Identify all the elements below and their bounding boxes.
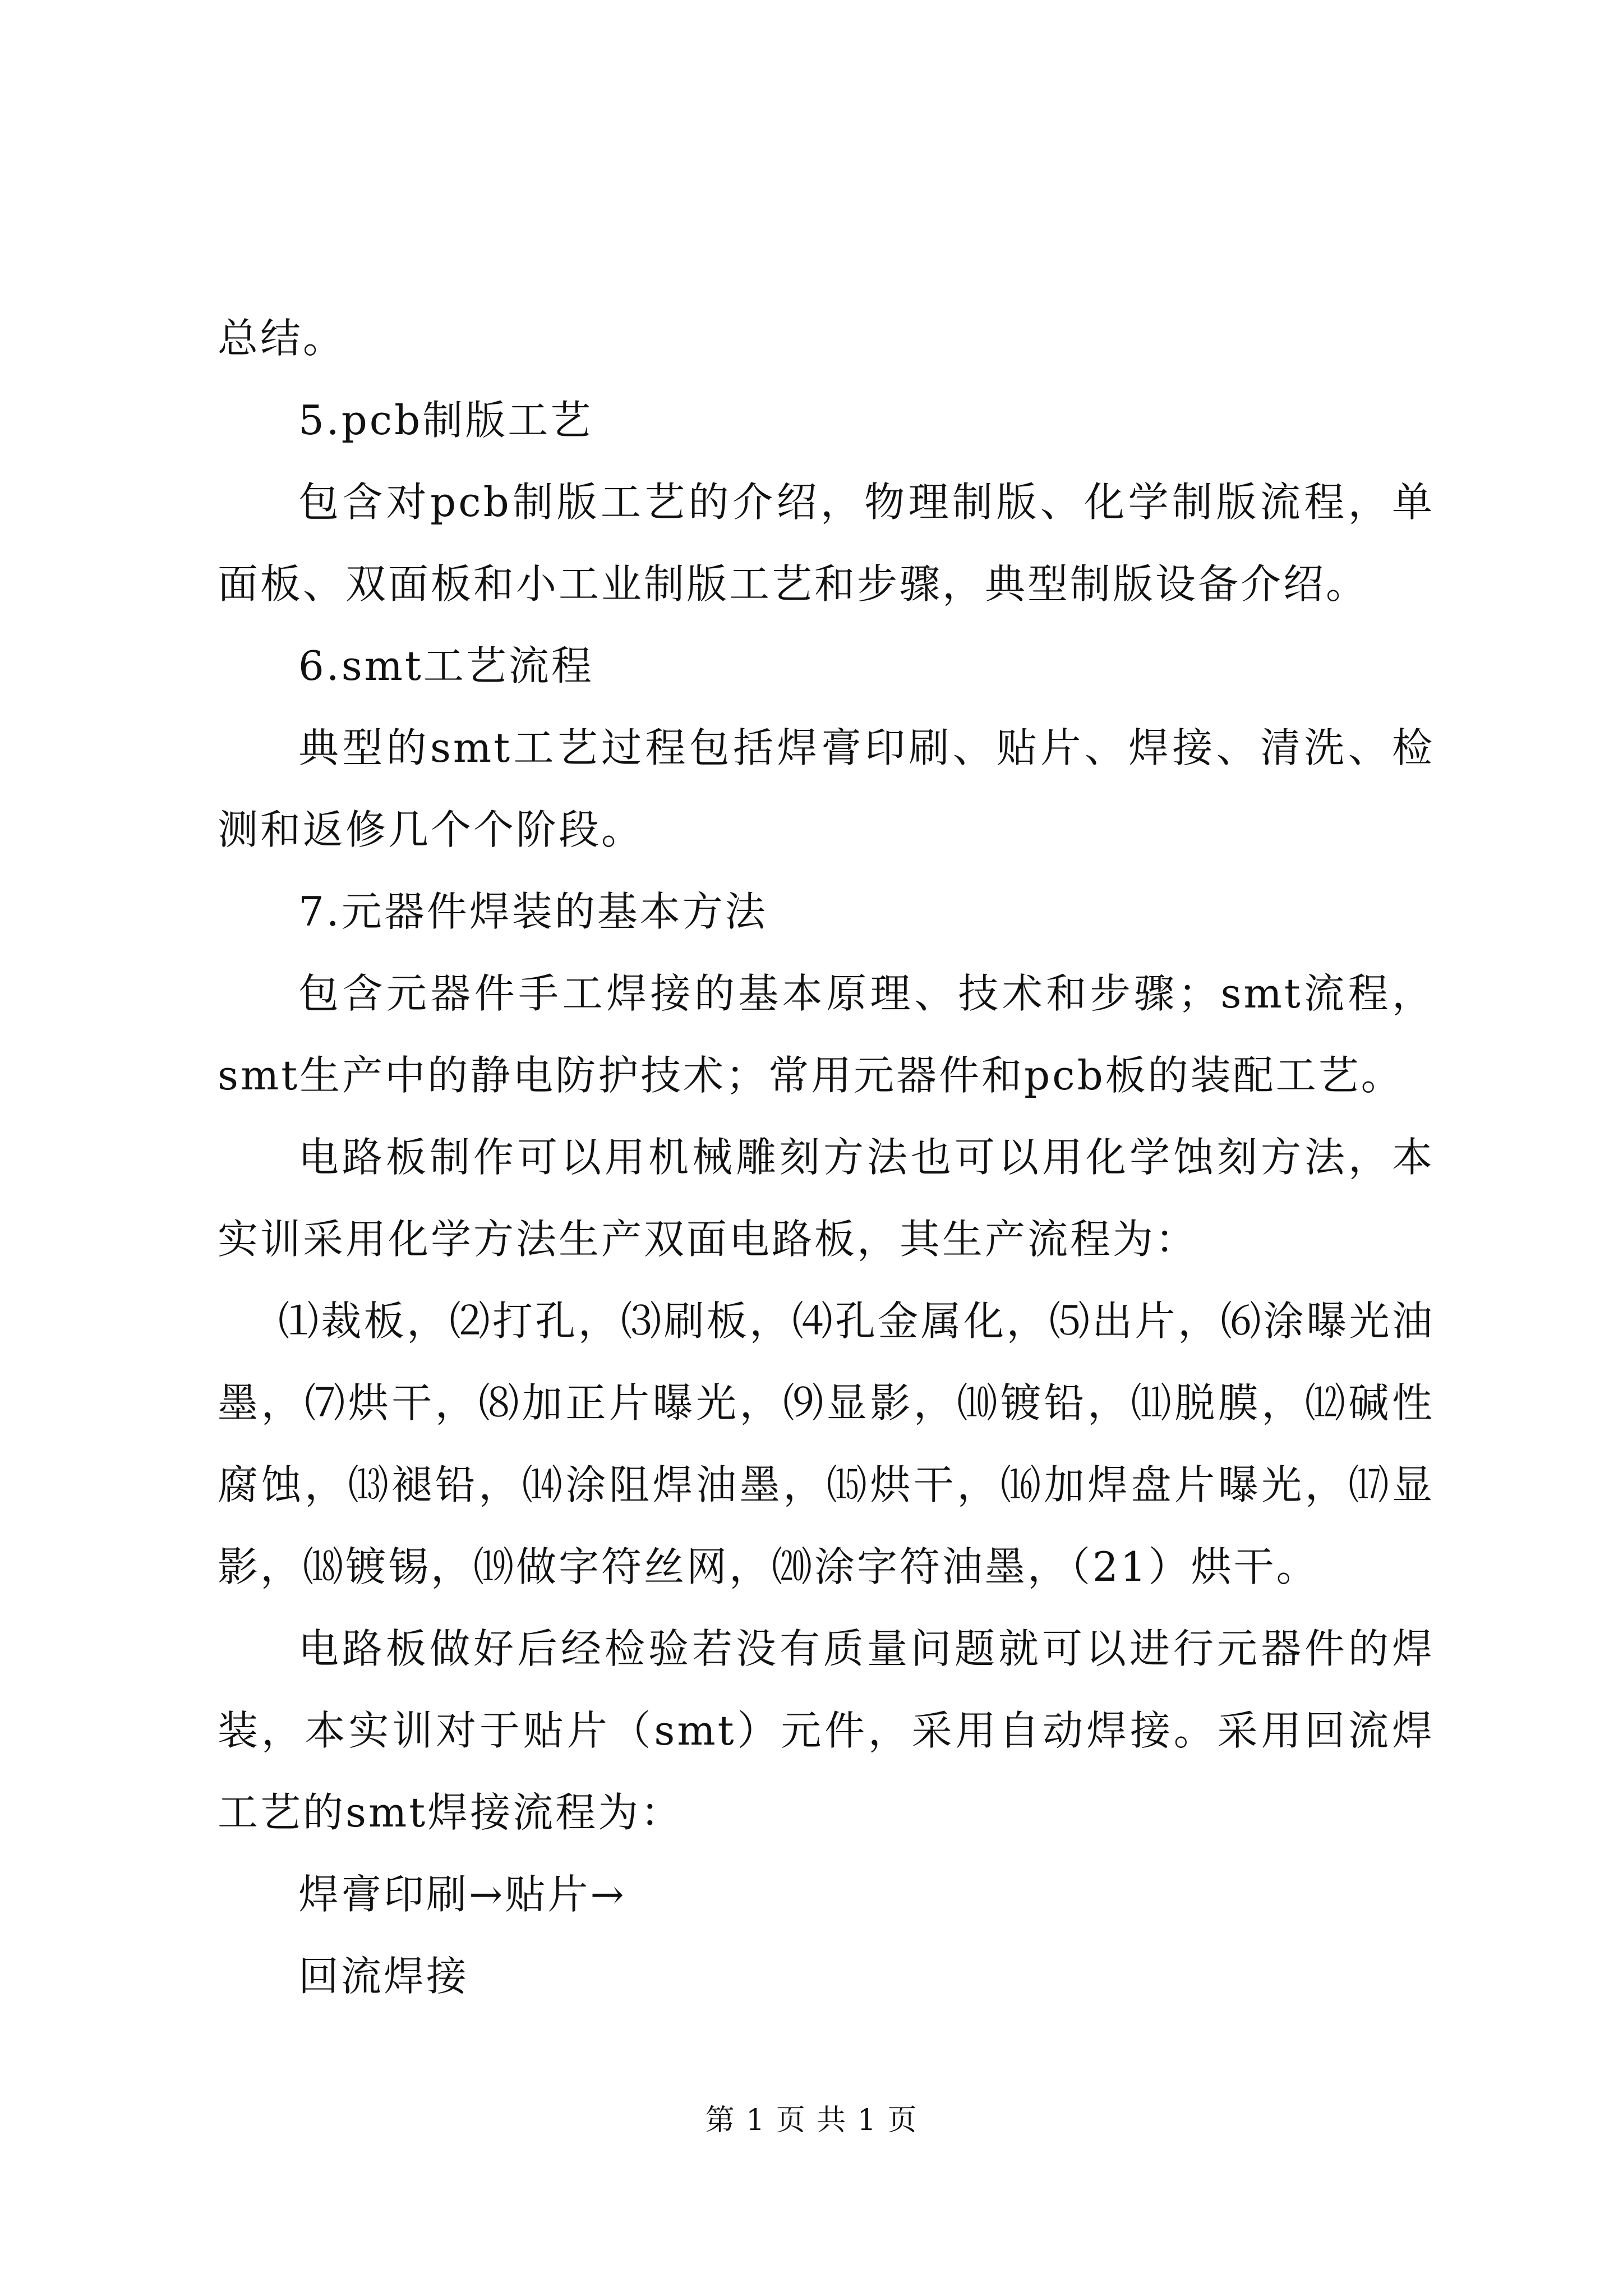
heading-smt-process: 6.smt工艺流程: [298, 642, 594, 689]
heading-pcb-process: 5.pcb制版工艺: [298, 397, 593, 444]
page-footer: 第 1 页 共 1 页: [705, 2104, 918, 2137]
paragraph-flow-step-1: 焊膏印刷→贴片→: [298, 1871, 626, 1918]
paragraph-summary-end: 总结。: [218, 315, 346, 362]
paragraph-pcb-process: 包含对pcb制版工艺的介绍，物理制版、化学制版流程，单面板、双面板和小工业制版工艺和步骤，典型制版设备介绍。: [218, 478, 1435, 608]
paragraph-component-soldering: 包含元器件手工焊接的基本原理、技术和步骤；smt流程，smt生产中的静电防护技术；常用元器件和pcb板的装配工艺。: [218, 970, 1435, 1099]
paragraph-flow-step-2: 回流焊接: [298, 1953, 469, 2000]
document-body: [218, 297, 1435, 2017]
paragraph-smt-soldering: 电路板做好后经检验若没有质量问题就可以进行元器件的焊装，本实训对于贴片（smt）元件，采用自动焊接。采用回流焊工艺的smt焊接流程为：: [218, 1625, 1435, 1836]
paragraph-board-production: 电路板制作可以用机械雕刻方法也可以用化学蚀刻方法，本实训采用化学方法生产双面电路板，其生产流程为：: [218, 1134, 1435, 1263]
paragraph-production-steps: ⑴裁板，⑵打孔，⑶刷板，⑷孔金属化，⑸出片，⑹涂曝光油墨，⑺烘干，⑻加正片曝光，⑼显影，⑽镀铅，⑾脱膜，⑿碱性腐蚀，⒀褪铅，⒁涂阻焊油墨，⒂烘干，⒃加焊盘片曝光，⒄显影，⒅镀锡，⒆做字符丝网，⒇涂字符油墨，（21）烘干。: [218, 1297, 1435, 1590]
paragraph-smt-process: 典型的smt工艺过程包括焊膏印刷、贴片、焊接、清洗、检测和返修几个个阶段。: [218, 724, 1435, 853]
heading-component-soldering: 7.元器件焊装的基本方法: [298, 888, 768, 935]
